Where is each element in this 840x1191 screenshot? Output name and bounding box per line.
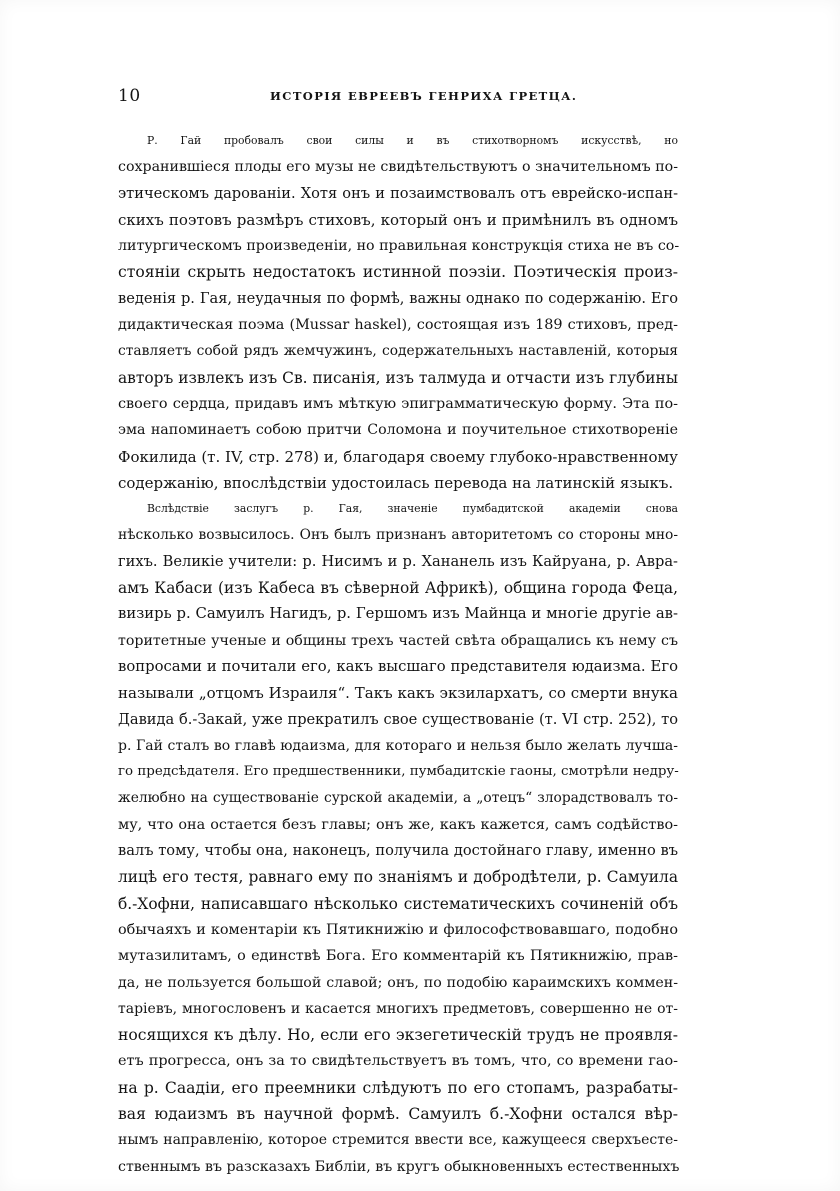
text-line: го предсѣдателя. Его предшественники, пумбадитскіе гаоны, смотрѣли недру- [118,764,679,780]
text-line: мутазилитамъ, о единствѣ Бога. Его комментарій къ Пятикнижію, прав- [118,948,678,965]
text-line: таріевъ, многословенъ и касается многихъ предметовъ, совершенно не от- [118,1000,678,1017]
text-line: ставляетъ собой рядъ жемчужинъ, содержательныхъ наставленій, которыя [118,343,678,360]
text-line: етъ прогресса, онъ за то свидѣтельствуетъ въ томъ, что, со времени гао- [118,1053,678,1070]
text-line: б.-Хофни, написавшаго нѣсколько систематическихъ сочиненій объ [118,894,678,913]
text-line: амъ Кабаси (изъ Кабеса въ сѣверной Африкѣ), община города Феца, [118,579,678,598]
text-line: обычаяхъ и коментаріи къ Пятикнижію и философствовавшаго, подобно [118,921,678,938]
text-line: Вслѣдствіе заслугъ р. Гая, значеніе пумбадитской академіи снова [147,502,678,516]
text-line: вопросами и почитали его, какъ высшаго представителя юдаизма. Его [118,657,678,675]
page-number: 10 [118,86,141,106]
text-line: гихъ. Великіе учители: р. Нисимъ и р. Хананель изъ Кайруана, р. Авра- [118,552,678,570]
text-line: носящихся къ дѣлу. Но, если его экзегетическій трудъ не проявля- [118,1026,678,1045]
text-line: желюбно на существованіе сурской академіи, а „отецъ“ злорадствовалъ то- [118,790,678,807]
text-line: скихъ поэтовъ размѣръ стиховъ, который онъ и примѣнилъ въ одномъ [118,210,678,229]
text-line: на р. Саадіи, его преемники слѣдуютъ по его стопамъ, разрабаты- [118,1078,678,1097]
text-line: лицѣ его тестя, равнаго ему по знаніямъ и добродѣтели, р. Самуила [118,868,678,887]
text-line: вая юдаизмъ въ научной формѣ. Самуилъ б.-Хофни остался вѣр- [118,1104,678,1123]
text-line: му, что она остается безъ главы; онъ же, какъ кажется, самъ содѣйство- [118,816,678,833]
paragraph [118,128,678,496]
text-line: содержанію, впослѣдствіи удостоилась перевода на латинскій языкъ. [118,473,674,492]
text-line: Фокилида (т. IV, стр. 278) и, благодаря своему глубоко-нравственному [118,447,679,466]
text-line: своего сердца, придавъ имъ мѣткую эпиграмматическую форму. Эта по- [118,395,678,412]
text-line: веденія р. Гая, неудачныя по формѣ, важны однако по содержанію. Его [118,289,678,307]
text-line: нымъ направленію, которое стремится ввести все, кажущееся сверхъестe- [118,1132,678,1149]
text-line: литургическомъ произведеніи, но правильная конструкція стиха не въ со- [118,238,680,255]
text-line: авторъ извлекъ изъ Св. писанія, изъ талмуда и отчасти изъ глубины [118,368,678,387]
text-line: дидактическая поэма (Mussar haskel), состоящая изъ 189 стиховъ, пред- [118,317,678,334]
text-line: этическомъ дарованіи. Хотя онъ и позаимствовалъ отъ еврейско-испан- [118,184,678,202]
text-line: визирь р. Самуилъ Нагидъ, р. Гершомъ изъ Майнца и многіе другіе ав- [118,605,678,623]
text-line: Р. Гай пробовалъ свои силы и въ стихотворномъ искусствѣ, но [147,134,678,147]
text-line: сохранившіеся плоды его музы не свидѣтельствуютъ о значительномъ по- [118,159,678,176]
page-header [118,86,676,110]
text-line: стояніи скрыть недостатокъ истинной поэзіи. Поэтическія произ- [118,263,678,282]
paragraph [118,496,678,1180]
text-line: р. Гай сталъ во главѣ юдаизма, для котораго и нельзя было желать лучша- [118,737,678,754]
body-text [118,128,678,1180]
text-line: называли „отцомъ Израиля“. Такъ какъ экзилархатъ, со смерти внука [118,684,678,703]
text-line: да, не пользуется большой славой; онъ, по подобію караимскихъ коммен- [118,974,678,991]
text-line: валъ тому, чтобы она, наконецъ, получила достойнаго главу, именно въ [118,842,678,860]
text-line: Давида б.-Закай, уже прекратилъ свое существованіе (т. VI стр. 252), то [118,710,678,728]
text-line: нѣсколько возвысилось. Онъ былъ признанъ авторитетомъ со стороны мно- [118,527,678,544]
running-title: ИСТОРІЯ ЕВРЕЕВЪ ГЕНРИХА ГРЕТЦА. [270,89,578,103]
text-line: торитетные ученые и общины трехъ частей свѣта обращались къ нему съ [118,632,678,649]
text-line: ственнымъ въ разсказахъ Библіи, въ кругъ обыкновенныхъ естественныхъ [118,1158,680,1175]
text-line: эма напоминаетъ собою притчи Соломона и поучительное стихотвореніе [118,422,678,439]
